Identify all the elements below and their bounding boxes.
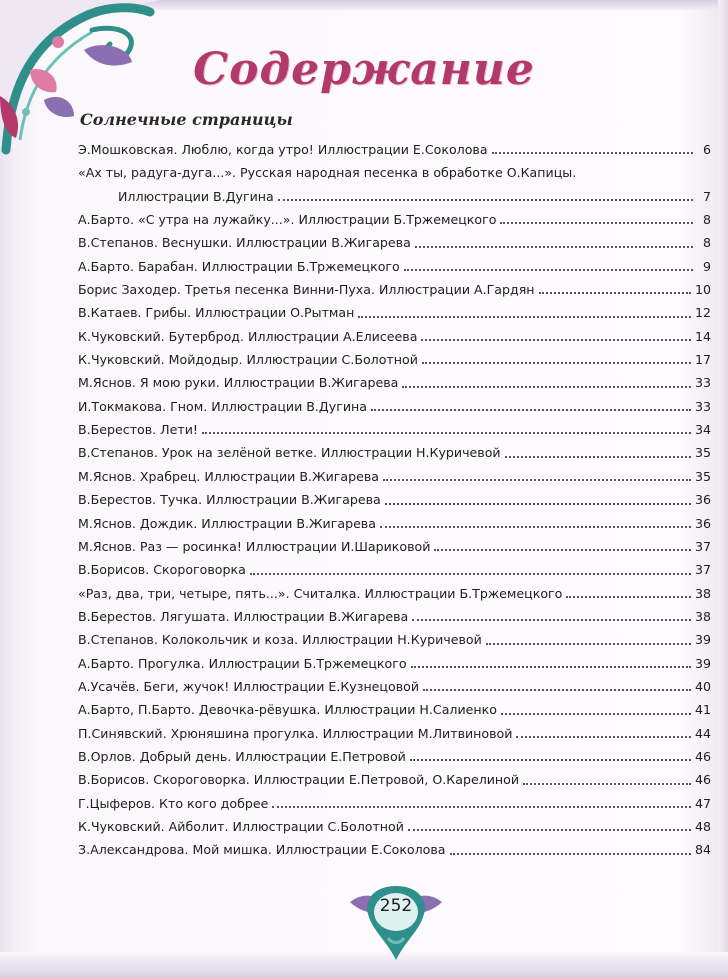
toc-entry-title: К.Чуковский. Айболит. Иллюстрации С.Болотной [78,818,404,834]
toc-entry-title: П.Синявский. Хрюняшина прогулка. Иллюстрации М.Литвиновой [78,725,513,741]
toc-entry-title: В.Борисов. Скороговорка [78,562,246,578]
toc-entry-title: В.Степанов. Урок на зелёной ветке. Иллюстрации Н.Куричевой [78,445,501,461]
toc-entry [78,488,711,511]
toc-entry [78,582,711,605]
toc-entry-page: 47 [694,795,711,811]
toc-entry-page: 37 [694,562,711,578]
toc-entry-title: М.Яснов. Храбрец. Иллюстрации В.Жигарева [78,468,379,484]
toc-dot-leader [380,525,691,528]
toc-entry-page: 48 [694,818,711,834]
toc-entry [78,722,711,745]
toc-entry-title: Г.Цыферов. Кто кого добрее [78,795,269,811]
toc-entry-title: В.Берестов. Лети! [78,422,198,438]
toc-entry [78,231,711,254]
toc-entry [78,325,711,348]
toc-entry-page: 39 [694,655,711,671]
toc-entry-page: 34 [694,422,711,438]
toc-entry-title: А.Барто. Барабан. Иллюстрации Б.Тржемецкого [78,258,400,274]
toc-entry [78,301,711,324]
toc-entry-title: З.Александрова. Мой мишка. Иллюстрации Е.Соколова [78,842,446,858]
toc-dot-leader [202,431,691,434]
toc-entry-page: 38 [694,608,711,624]
toc-entry [78,208,711,231]
toc-entry [78,558,711,581]
toc-entry-title: А.Барто, П.Барто. Девочка-рёвушка. Иллюстрации Н.Салиенко [78,702,497,718]
toc-entry-page: 33 [694,398,711,414]
toc-dot-leader [358,315,691,318]
toc-dot-leader [385,502,691,505]
toc-entry-page: 41 [694,702,711,718]
toc-entry [78,255,711,278]
toc-dot-leader [566,595,691,598]
toc-entry [78,698,711,721]
toc-entry-page: 9 [702,258,711,274]
toc-dot-leader [501,712,691,715]
toc-dot-leader [408,828,691,831]
toc-dot-leader [272,805,691,808]
toc-dot-leader [422,361,691,364]
toc-entry-page: 35 [694,445,711,461]
toc-entry-title: В.Катаев. Грибы. Иллюстрации О.Рытман [78,305,355,321]
toc-entry [78,371,711,394]
toc-dot-leader [434,548,691,551]
toc-entry-title: И.Токмакова. Гном. Иллюстрации В.Дугина [78,398,367,414]
table-of-contents [78,138,711,862]
toc-entry [78,815,711,838]
toc-dot-leader [383,478,691,481]
toc-dot-leader [410,758,691,761]
toc-dot-leader [539,291,691,294]
toc-entry-page: 84 [694,842,711,858]
toc-entry-title: М.Яснов. Я мою руки. Иллюстрации В.Жигарева [78,375,399,391]
toc-dot-leader [250,572,691,575]
toc-entry-title: Иллюстрации В.Дугина [118,188,274,204]
toc-dot-leader [450,852,691,855]
toc-entry-title: А.Барто. Прогулка. Иллюстрации Б.Тржемецкого [78,655,407,671]
toc-entry-page: 38 [694,585,711,601]
toc-entry-title: М.Яснов. Дождик. Иллюстрации В.Жигарева [78,515,376,531]
toc-entry [78,535,711,558]
toc-dot-leader [505,455,691,458]
toc-entry-title: А.Усачёв. Беги, жучок! Иллюстрации Е.Кузнецовой [78,678,420,694]
toc-entry [78,675,711,698]
toc-dot-leader [402,385,691,388]
toc-entry-page: 37 [694,538,711,554]
toc-entry-page: 40 [694,678,711,694]
toc-entry [78,628,711,651]
toc-entry-title: «Ах ты, радуга-дуга...». Русская народная песенка в обработке О.Капицы. [78,165,577,181]
toc-entry-page: 6 [702,142,711,157]
toc-entry [78,652,711,675]
toc-dot-leader [500,221,693,224]
toc-entry [78,792,711,815]
toc-entry [78,348,711,371]
toc-entry-page: 33 [694,375,711,391]
toc-entry-title: К.Чуковский. Бутерброд. Иллюстрации А.Елисеева [78,328,418,344]
toc-entry-title: В.Берестов. Лягушата. Иллюстрации В.Жигарева [78,608,409,624]
toc-dot-leader [412,618,691,621]
toc-entry-page: 35 [694,468,711,484]
toc-dot-leader [486,642,691,645]
toc-entry-page: 46 [694,748,711,764]
toc-dot-leader [423,688,691,691]
toc-entry-title: В.Степанов. Колокольчик и коза. Иллюстрации Н.Куричевой [78,632,482,648]
toc-entry-page: 10 [694,282,711,298]
toc-entry-page: 12 [694,305,711,321]
toc-entry-page: 14 [694,328,711,344]
page-number: 252 [379,896,413,916]
toc-entry-title: А.Барто. «С утра на лужайку...». Иллюстрации Б.Тржемецкого [78,212,497,228]
toc-entry-title: В.Борисов. Скороговорка. Иллюстрации Е.Петровой, О.Карелиной [78,772,520,788]
toc-entry [78,138,711,161]
toc-dot-leader [404,268,693,271]
toc-entry-page: 7 [702,188,711,204]
toc-entry-page: 39 [694,632,711,648]
toc-entry-page: 8 [702,212,711,228]
toc-entry-title: В.Орлов. Добрый день. Иллюстрации Е.Петровой [78,748,406,764]
toc-dot-leader [516,735,691,738]
toc-entry [78,441,711,464]
toc-entry [78,838,711,861]
toc-entry-page: 17 [694,352,711,368]
toc-entry-title: В.Степанов. Веснушки. Иллюстрации В.Жигарева [78,235,411,251]
toc-entry-title: К.Чуковский. Мойдодыр. Иллюстрации С.Болотной [78,352,418,368]
toc-entry [78,512,711,535]
toc-entry [78,418,711,441]
toc-dot-leader [371,408,691,411]
toc-dot-leader [278,198,693,201]
toc-entry-page: 36 [694,515,711,531]
toc-entry-title: «Раз, два, три, четыре, пять...». Считалка. Иллюстрации Б.Тржемецкого [78,585,563,601]
section-title: Солнечные страницы [80,110,293,129]
toc-entry [78,161,711,184]
toc-entry [78,745,711,768]
toc-entry-page: 8 [702,235,711,251]
toc-entry-page: 44 [694,725,711,741]
toc-entry-title: Борис Заходер. Третья песенка Винни-Пуха. Иллюстрации А.Гардян [78,282,535,298]
toc-dot-leader [411,665,691,668]
toc-dot-leader [492,151,693,154]
toc-entry [78,465,711,488]
toc-entry [78,768,711,791]
toc-dot-leader [580,177,693,178]
toc-dot-leader [421,338,691,341]
toc-entry-title: М.Яснов. Раз — росинка! Иллюстрации И.Шариковой [78,538,431,554]
toc-dot-leader [523,782,691,785]
page-frame-right [718,0,728,978]
toc-entry [78,278,711,301]
toc-entry-title: Э.Мошковская. Люблю, когда утро! Иллюстрации Е.Соколова [78,142,488,157]
toc-entry-page: 36 [694,492,711,508]
page-badge-ornament-icon [336,882,456,964]
toc-entry-page: 46 [694,772,711,788]
toc-entry [78,395,711,418]
page-title: Содержание [193,44,535,95]
toc-dot-leader [415,245,693,248]
toc-entry [78,185,711,208]
toc-entry [78,605,711,628]
toc-entry-title: В.Берестов. Тучка. Иллюстрации В.Жигарева [78,492,381,508]
